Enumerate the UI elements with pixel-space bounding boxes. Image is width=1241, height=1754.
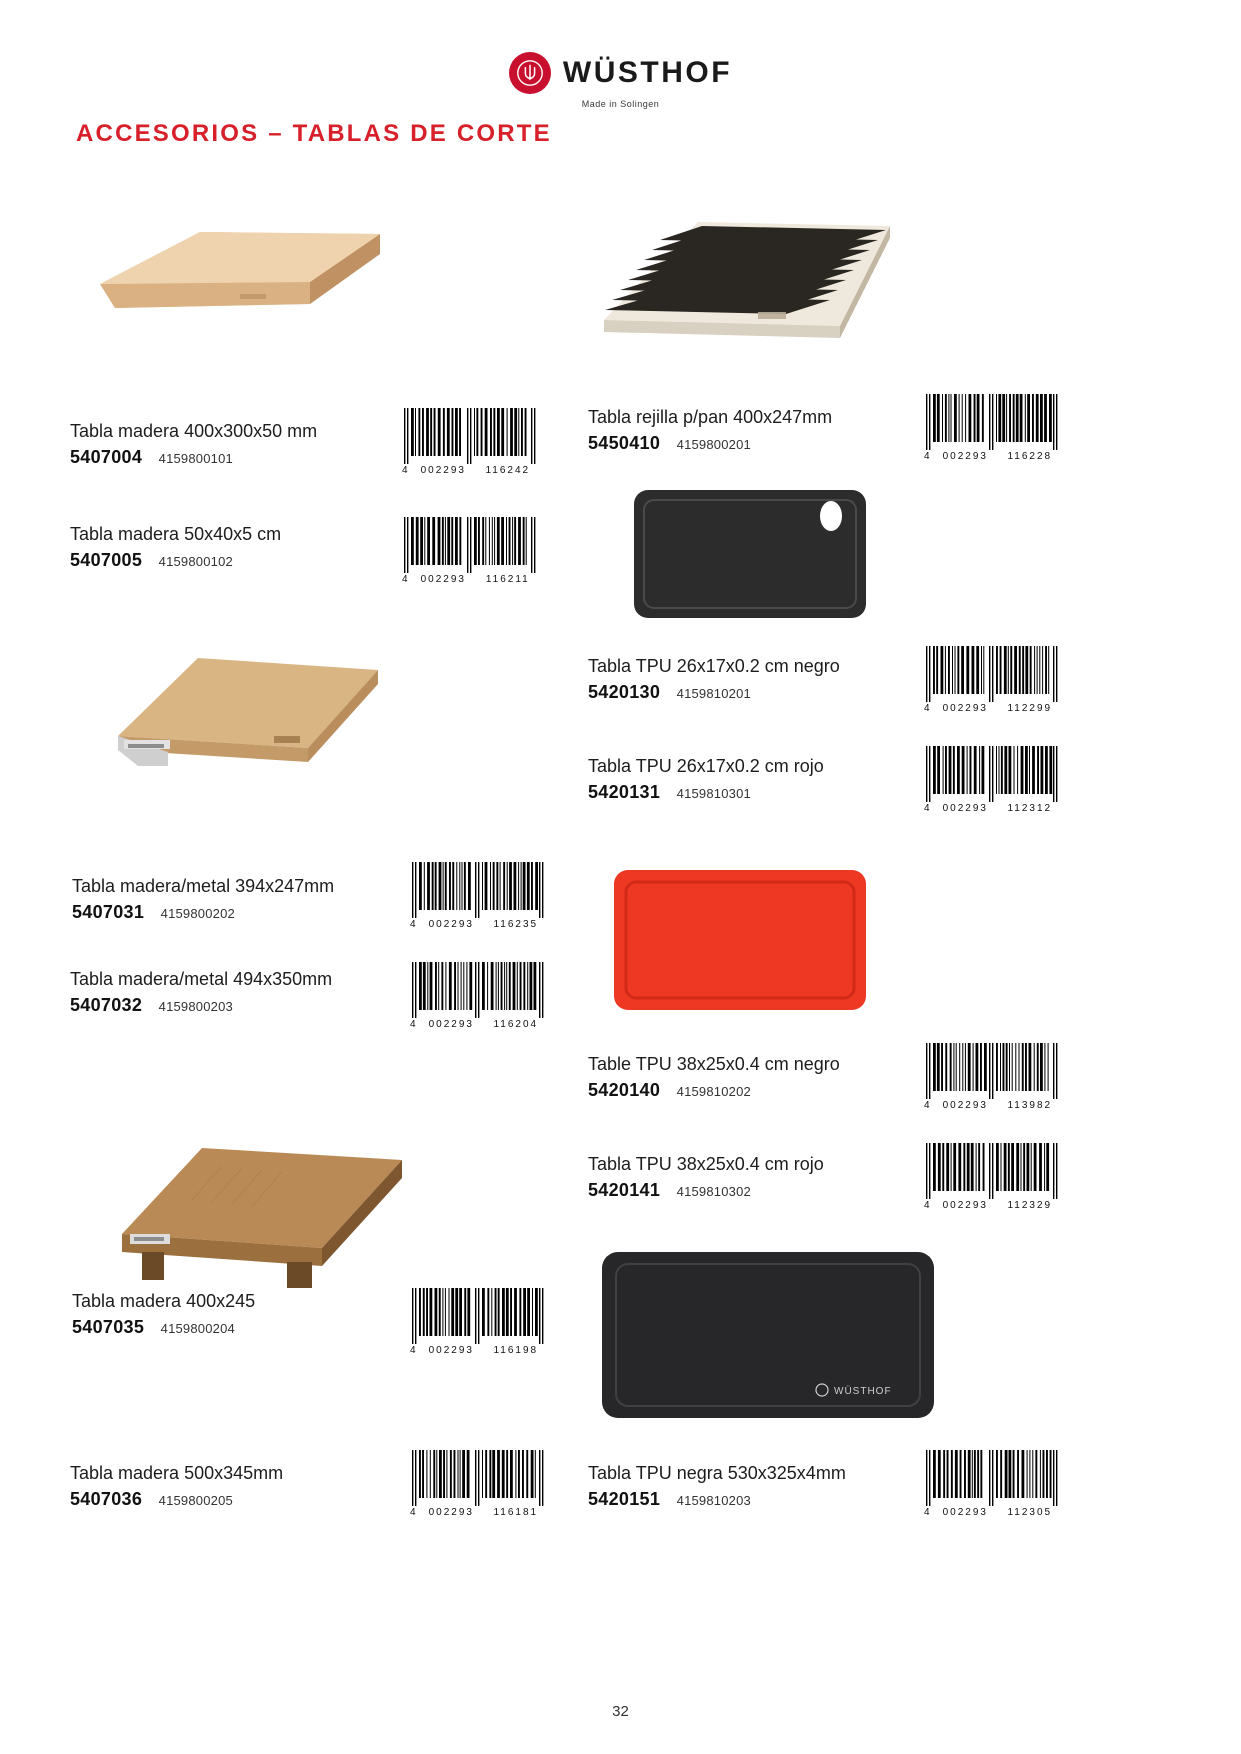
barcode-item: 116242 xyxy=(485,465,531,476)
product-sku: 5450410 xyxy=(588,432,661,453)
product-ean: 4159810201 xyxy=(676,685,751,701)
barcode-5407031 xyxy=(408,862,548,930)
barcode-company: 002293 xyxy=(942,803,988,814)
barcode-prefix: 4 xyxy=(402,574,409,585)
bread-grate-board-400x247-photo xyxy=(590,208,940,358)
product-name: Tabla madera 50x40x5 cm xyxy=(70,524,282,544)
barcode-prefix: 4 xyxy=(924,1100,931,1111)
product-text-5420130 xyxy=(588,655,840,703)
product-ean: 4159810302 xyxy=(676,1183,751,1199)
barcode-company: 002293 xyxy=(942,1100,988,1111)
product-sku: 5420141 xyxy=(588,1179,661,1200)
brand-logo xyxy=(0,52,1241,94)
product-text-5420131 xyxy=(588,755,824,803)
product-ean: 4159810202 xyxy=(676,1083,751,1099)
product-text-5407036 xyxy=(70,1462,283,1510)
barcode-prefix: 4 xyxy=(402,465,409,476)
barcode-item: 116211 xyxy=(485,574,530,585)
barcode-bars xyxy=(400,408,540,464)
barcode-5407005 xyxy=(400,517,540,585)
product-sku: 5407035 xyxy=(72,1316,145,1337)
page-title: ACCESORIOS – TABLAS DE CORTE xyxy=(76,120,552,147)
product-name: Table TPU 38x25x0.4 cm negro xyxy=(588,1054,840,1074)
barcode-item: 116198 xyxy=(493,1345,539,1356)
barcode-company: 002293 xyxy=(428,1019,474,1030)
barcode-item: 116204 xyxy=(493,1019,539,1030)
product-ean: 4159810301 xyxy=(676,785,751,801)
barcode-prefix: 4 xyxy=(410,1507,417,1518)
barcode-bars xyxy=(408,962,548,1018)
product-sku: 5407036 xyxy=(70,1488,143,1509)
product-name: Tabla TPU negra 530x325x4mm xyxy=(588,1463,846,1483)
barcode-bars xyxy=(400,517,540,573)
product-ean: 4159800201 xyxy=(676,436,751,452)
product-ean: 4159800205 xyxy=(158,1492,233,1508)
product-sku: 5407004 xyxy=(70,446,143,467)
barcode-item: 116181 xyxy=(493,1507,539,1518)
barcode-item: 116235 xyxy=(493,919,539,930)
product-text-5407005 xyxy=(70,523,281,571)
barcode-5420151 xyxy=(922,1450,1062,1518)
page-number: 32 xyxy=(612,1703,629,1720)
product-sku: 5420130 xyxy=(588,681,661,702)
barcode-prefix: 4 xyxy=(410,1019,417,1030)
product-sku: 5407031 xyxy=(72,901,145,922)
barcode-item: 112329 xyxy=(1007,1200,1053,1211)
barcode-company: 002293 xyxy=(428,919,474,930)
barcode-bars xyxy=(408,862,548,918)
product-text-5450410 xyxy=(588,406,832,454)
barcode-prefix: 4 xyxy=(924,703,931,714)
barcode-bars xyxy=(922,1450,1062,1506)
barcode-5407032 xyxy=(408,962,548,1030)
product-name: Tabla madera/metal 394x247mm xyxy=(72,876,335,896)
product-sku: 5420131 xyxy=(588,781,661,802)
product-name: Tabla madera 400x300x50 mm xyxy=(70,421,318,441)
wood-metal-board-394x247-photo xyxy=(78,640,408,820)
product-text-5420140 xyxy=(588,1053,840,1101)
product-name: Tabla madera/metal 494x350mm xyxy=(70,969,333,989)
barcode-item: 113982 xyxy=(1007,1100,1053,1111)
barcode-bars xyxy=(408,1288,548,1344)
product-ean: 4159810203 xyxy=(676,1492,751,1508)
product-text-5407004 xyxy=(70,420,317,468)
product-sku: 5407032 xyxy=(70,994,143,1015)
barcode-prefix: 4 xyxy=(924,1507,931,1518)
barcode-prefix: 4 xyxy=(410,919,417,930)
barcode-bars xyxy=(922,394,1062,450)
product-sku: 5407005 xyxy=(70,549,143,570)
barcode-5420130 xyxy=(922,646,1062,714)
barcode-prefix: 4 xyxy=(924,1200,931,1211)
product-text-5420151 xyxy=(588,1462,846,1510)
product-ean: 4159800203 xyxy=(158,998,233,1014)
product-name: Tabla rejilla p/pan 400x247mm xyxy=(588,407,833,427)
tpu-board-red-photo xyxy=(610,866,870,1016)
svg-text:WÜSTHOF: WÜSTHOF xyxy=(834,1386,892,1397)
product-name: Tabla TPU 38x25x0.4 cm rojo xyxy=(588,1154,824,1174)
barcode-item: 112299 xyxy=(1007,703,1053,714)
product-name: Tabla TPU 26x17x0.2 cm rojo xyxy=(588,756,824,776)
barcode-5407036 xyxy=(408,1450,548,1518)
barcode-bars xyxy=(922,746,1062,802)
barcode-5420141 xyxy=(922,1143,1062,1211)
barcode-prefix: 4 xyxy=(924,803,931,814)
barcode-company: 002293 xyxy=(420,465,466,476)
barcode-5450410 xyxy=(922,394,1062,462)
barcode-item: 112312 xyxy=(1007,803,1053,814)
product-name: Tabla TPU 26x17x0.2 cm negro xyxy=(588,656,840,676)
barcode-item: 112305 xyxy=(1007,1507,1053,1518)
barcode-company: 002293 xyxy=(942,703,988,714)
barcode-company: 002293 xyxy=(420,574,466,585)
product-name: Tabla madera 400x245 xyxy=(72,1291,256,1311)
barcode-company: 002293 xyxy=(942,1200,988,1211)
wusthof-trident-icon xyxy=(509,52,551,94)
barcode-5420140 xyxy=(922,1043,1062,1111)
brand-name: WÜSTHOF xyxy=(562,56,733,89)
brand-tagline: Made in Solingen xyxy=(581,99,660,109)
barcode-bars xyxy=(922,646,1062,702)
barcode-prefix: 4 xyxy=(410,1345,417,1356)
barcode-bars xyxy=(408,1450,548,1506)
product-text-5407031 xyxy=(72,875,334,923)
tpu-board-black-large-photo xyxy=(598,1248,938,1424)
product-sku: 5420140 xyxy=(588,1079,661,1100)
product-ean: 4159800101 xyxy=(158,450,233,466)
barcode-5407035 xyxy=(408,1288,548,1356)
barcode-5407004 xyxy=(400,408,540,476)
wooden-cutting-board-400x300x50-photo xyxy=(80,212,390,352)
product-sku: 5420151 xyxy=(588,1488,661,1509)
product-ean: 4159800204 xyxy=(160,1320,235,1336)
barcode-bars xyxy=(922,1043,1062,1099)
barcode-company: 002293 xyxy=(428,1507,474,1518)
barcode-5420131 xyxy=(922,746,1062,814)
product-ean: 4159800102 xyxy=(158,553,233,569)
barcode-company: 002293 xyxy=(428,1345,474,1356)
product-text-5407035 xyxy=(72,1290,255,1338)
product-text-5407032 xyxy=(70,968,332,1016)
barcode-company: 002293 xyxy=(942,1507,988,1518)
product-ean: 4159800202 xyxy=(160,905,235,921)
barcode-company: 002293 xyxy=(942,451,988,462)
tpu-board-black-small-photo xyxy=(630,486,870,626)
barcode-item: 116228 xyxy=(1007,451,1053,462)
barcode-prefix: 4 xyxy=(924,451,931,462)
barcode-bars xyxy=(922,1143,1062,1199)
product-text-5420141 xyxy=(588,1153,824,1201)
product-name: Tabla madera 500x345mm xyxy=(70,1463,284,1483)
